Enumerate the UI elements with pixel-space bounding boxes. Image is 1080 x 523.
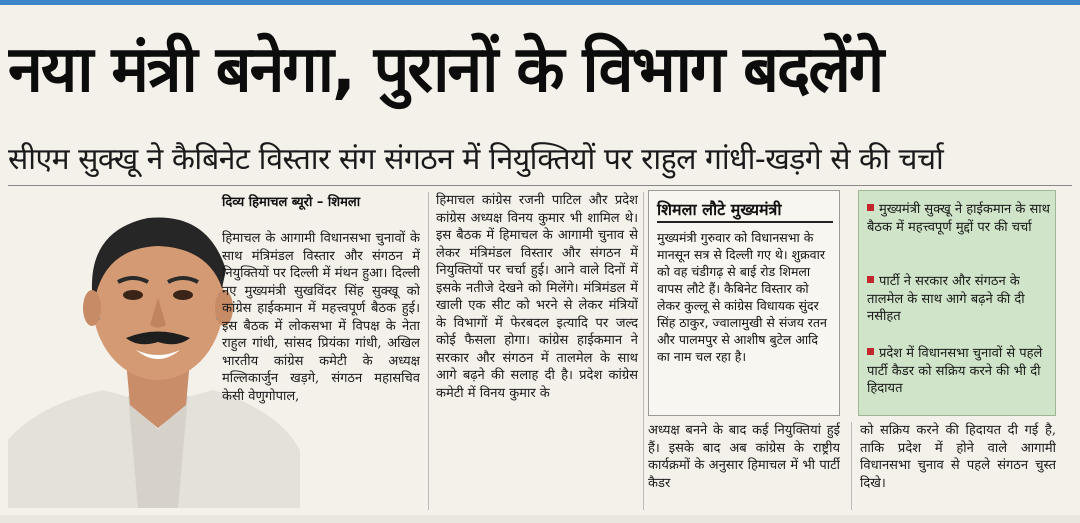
highlight-text: पार्टी ने सरकार और संगठन के तालमेल के साथ आगे बढ़ने की दी नसीहत xyxy=(867,274,1025,324)
highlight-item xyxy=(867,345,1051,398)
article-column-2: हिमाचल कांग्रेस रजनी पाटिल और प्रदेश कांग्रेस अध्यक्ष विनय कुमार भी शामिल थे। इस बैठक में हिमाचल के आगामी चुनाव से लेकर मंत्रिमंडल विस्तार और संगठन में नियुक्तियों पर चर्चा हुई। आने वाले दिनों में इसके नतीजे देखने को मिलेंगे। मंत्रिमंडल में खाली एक सीट को भरने से लेकर मंत्रियों के विभागों में फेरबदल इत्यादि पर जल्द कोई फैसला होगा। कांग्रेस हाईकमान ने सरकार और संगठन में तालमेल के साथ आगे बढ़ने की सलाह दी है। प्रदेश कांग्रेस कमेटी में विनय कुमार के xyxy=(436,193,638,401)
bottom-strip xyxy=(0,515,1080,523)
bullet-square-icon xyxy=(867,348,874,355)
bullet-square-icon xyxy=(867,204,874,211)
highlights-box xyxy=(858,190,1056,416)
column-divider xyxy=(643,192,644,510)
sidebox-title: शिमला लौटे मुख्यमंत्री xyxy=(657,199,833,223)
highlight-item xyxy=(867,201,1051,236)
article-column-4: को सक्रिय करने की हिदायत दी गई है, ताकि प्रदेश में होने वाले आगामी विधानसभा चुनाव से पहले संगठन चुस्त दिखे। xyxy=(860,423,1056,491)
bullet-square-icon xyxy=(867,276,874,283)
highlight-text: मुख्यमंत्री सुक्खू ने हाईकमान के साथ बैठक में महत्त्वपूर्ण मुद्दों पर की चर्चा xyxy=(867,202,1050,235)
top-color-bar xyxy=(0,0,1080,5)
headline: नया मंत्री बनेगा, पुरानों के विभाग बदलेंगे xyxy=(8,33,883,107)
article-column-1: हिमाचल के आगामी विधानसभा चुनावों के साथ मंत्रिमंडल विस्तार और संगठन में नियुक्तियों पर दिल्ली में मंथन हुआ। दिल्ली नए मुख्यमंत्री सुखविंदर सिंह सुक्खू को कांग्रेस हाईकमान में महत्त्वपूर्ण बैठक हुई। इस बैठक में लोकसभा में विपक्ष के नेता राहुल गांधी, सांसद प्रियंका गांधी, अखिल भारतीय कांग्रेस कमेटी के अध्यक्ष मल्लिकार्जुन खड़गे, संगठन महासचिव केसी वेणुगोपाल, xyxy=(222,231,420,404)
highlight-text: प्रदेश में विधानसभा चुनावों से पहले पार्टी कैडर को सक्रिय करने की भी दी हिदायत xyxy=(867,346,1043,396)
divider xyxy=(8,185,1072,186)
byline: दिव्य हिमाचल ब्यूरो – शिमला xyxy=(222,195,361,210)
column-divider xyxy=(428,192,429,510)
highlight-item xyxy=(867,273,1051,326)
sidebox-cm-returns xyxy=(648,190,840,416)
subheadline: सीएम सुक्खू ने कैबिनेट विस्तार संग संगठन में नियुक्तियों पर राहुल गांधी-खड़गे से की चर्चा xyxy=(8,142,944,177)
sidebox-text: मुख्यमंत्री गुरुवार को विधानसभा के मानसून सत्र से दिल्ली गए थे। शुक्रवार को वह चंडीगढ़ से बाई रोड शिमला वापस लौटे हैं। कैबिनेट विस्तार को लेकर कुल्लू से कांग्रेस विधायक सुंदर सिंह ठाकुर, ज्वालामुखी से संजय रतन और पालमपुर से आशीष बुटेल आदि का नाम चल रहा है। xyxy=(657,230,827,364)
column-divider xyxy=(851,422,852,510)
article-column-3: अध्यक्ष बनने के बाद कई नियुक्तियां हुई हैं। इसके बाद अब कांग्रेस के राष्ट्रीय कार्यक्रमों के अनुसार हिमाचल में भी पार्टी कैडर xyxy=(648,423,840,491)
